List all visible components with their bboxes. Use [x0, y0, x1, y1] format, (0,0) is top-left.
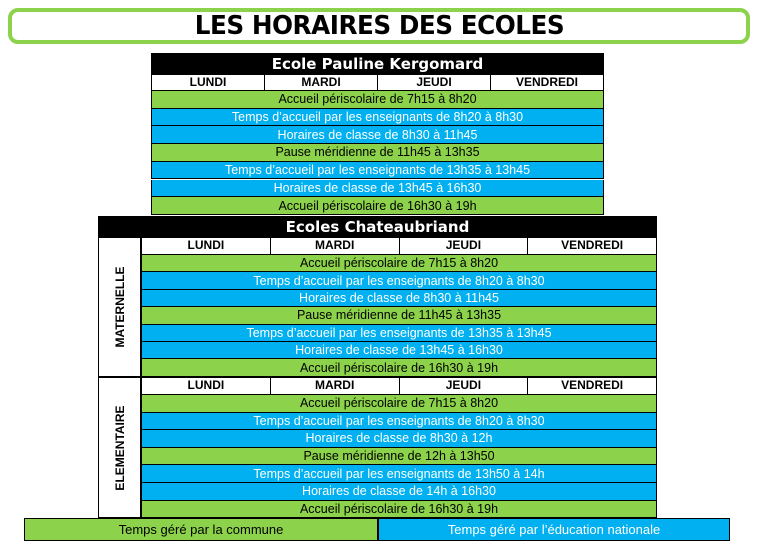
schedule-row [141, 272, 657, 289]
schedule-row-text: Horaires de classe de 8h30 à 11h45 [277, 127, 478, 142]
day-vendredi: VENDREDI [561, 378, 624, 392]
schedule-row-text: Accueil périscolaire de 7h15 à 8h20 [299, 396, 499, 411]
elementaire-days-row [141, 377, 657, 395]
schedule-row [151, 197, 604, 215]
schedule-row [141, 307, 657, 324]
legend-commune [24, 518, 378, 541]
schedule-row [141, 430, 657, 448]
schedule-row-text: Accueil périscolaire de 7h15 à 8h20 [299, 256, 499, 271]
school2-name: Ecoles Chateaubriand [285, 217, 470, 236]
schedule-row-text: Horaires de classe de 13h45 à 16h30 [295, 343, 503, 358]
schedule-row-text: Temps d’accueil par les enseignants de 8h20 à 8h30 [253, 273, 545, 288]
day-vendredi: VENDREDI [515, 75, 578, 89]
maternelle-days-row [141, 237, 657, 255]
maternelle-label: MATERNELLE [112, 266, 127, 348]
schedule-row [141, 483, 657, 501]
schedule-row-text: Horaires de classe de 8h30 à 11h45 [299, 290, 499, 305]
schedule-row-text: Horaires de classe de 13h45 à 16h30 [273, 180, 482, 195]
schedule-row [151, 109, 604, 127]
schedule-row [151, 162, 604, 180]
maternelle-label-cell [98, 237, 141, 377]
schedule-row [151, 126, 604, 144]
schedule-row [141, 465, 657, 483]
schedule-row-text: Accueil périscolaire de 16h30 à 19h [299, 360, 499, 375]
day-mardi: MARDI [271, 378, 400, 394]
schedule-row [141, 359, 657, 376]
schedule-row [141, 501, 657, 519]
schedule-row [151, 144, 604, 162]
schedule-row [141, 448, 657, 466]
schedule-row-text: Horaires de classe de 8h30 à 12h [305, 431, 493, 446]
schedule-row-text: Pause méridienne de 12h à 13h50 [303, 449, 495, 464]
legend-nationale-label: Temps géré par l’éducation nationale [447, 522, 661, 537]
legend-nationale [378, 518, 730, 541]
day-vendredi: VENDREDI [561, 238, 624, 252]
day-lundi: LUNDI [142, 238, 271, 254]
schedule-row-text: Temps d’accueil par les enseignants de 13h35 à 13h45 [224, 163, 531, 178]
day-mardi: MARDI [265, 75, 378, 90]
schedule-row [151, 91, 604, 109]
schedule-row-text: Pause méridienne de 11h45 à 13h35 [296, 308, 502, 323]
schedule-row-text: Temps d’accueil par les enseignants de 8h20 à 8h30 [253, 413, 545, 428]
schedule-row [141, 413, 657, 431]
school1-name: Ecole Pauline Kergomard [271, 54, 484, 73]
page-title: LES HORAIRES DES ECOLES [194, 11, 564, 41]
elementaire-label: ELEMENTAIRE [112, 404, 127, 491]
schedule-row-text: Accueil périscolaire de 7h15 à 8h20 [278, 92, 477, 107]
schedule-row-text: Temps d’accueil par les enseignants de 13h35 à 13h45 [246, 325, 552, 340]
elementaire-label-cell [98, 377, 141, 518]
schedule-row-text: Horaires de classe de 14h à 16h30 [302, 484, 496, 499]
day-jeudi: JEUDI [400, 378, 529, 394]
title-box [8, 8, 750, 44]
school2-header [98, 216, 657, 237]
school1-header [151, 53, 604, 74]
school1-days-row [151, 74, 604, 91]
schedule-row [141, 255, 657, 272]
schedule-row-text: Accueil périscolaire de 16h30 à 19h [278, 198, 477, 213]
schedule-row-text: Pause méridienne de 11h45 à 13h35 [275, 145, 480, 160]
schedule-row [141, 290, 657, 307]
schedule-row-text: Accueil périscolaire de 16h30 à 19h [299, 501, 499, 516]
day-mardi: MARDI [271, 238, 400, 254]
legend-commune-label: Temps géré par la commune [118, 522, 284, 537]
schedule-row [141, 395, 657, 413]
day-jeudi: JEUDI [378, 75, 491, 90]
schedule-row-text: Temps d’accueil par les enseignants de 13h50 à 14h [253, 466, 545, 481]
schedule-row [151, 180, 604, 198]
schedule-row [141, 342, 657, 359]
day-jeudi: JEUDI [400, 238, 529, 254]
day-lundi: LUNDI [142, 378, 271, 394]
schedule-row [141, 325, 657, 342]
day-lundi: LUNDI [152, 75, 265, 90]
schedule-row-text: Temps d’accueil par les enseignants de 8h20 à 8h30 [231, 110, 524, 125]
